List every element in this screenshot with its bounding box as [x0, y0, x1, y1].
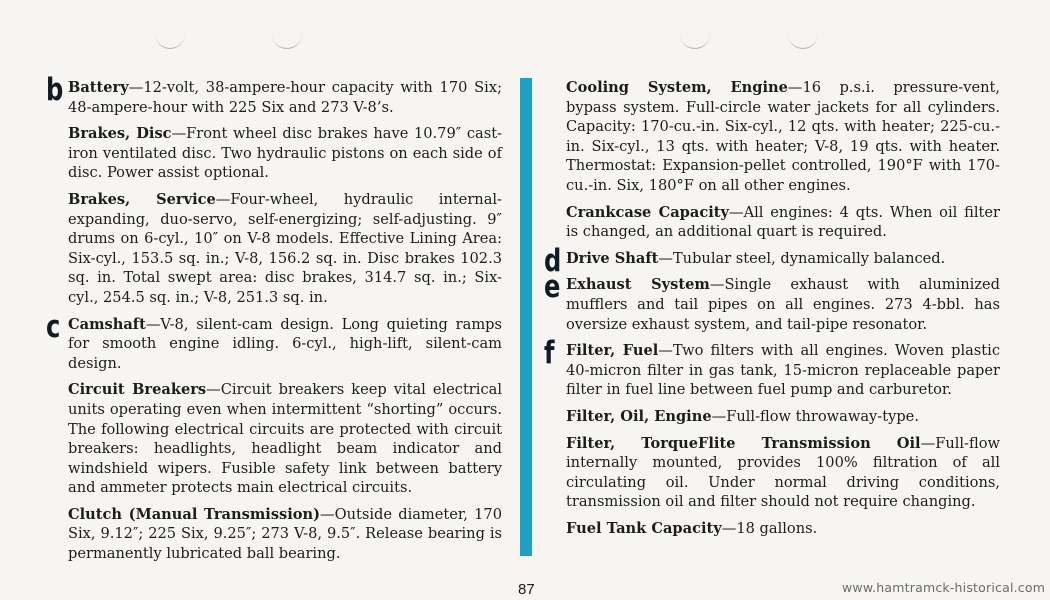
spec-description: —Front wheel disc brakes have 10.79″ cast-iron ventilated disc. Two hydraulic pistons on each side of disc. Power assist optional. [68, 125, 502, 182]
spec-description: —18 gallons. [721, 519, 818, 537]
spec-entry [566, 203, 1000, 242]
spec-entry [566, 519, 1000, 539]
spec-term: Filter, Oil, Engine [566, 407, 712, 425]
right-column [544, 78, 1001, 538]
watermark: www.hamtramck-historical.com [842, 580, 1046, 595]
index-bar [520, 78, 532, 556]
spec-description: —Circuit breakers keep vital electrical units operating even when intermittent “shorting” occurs. The following electrical circuits are protected with circuit breakers: headlights, headlight beam indicator and windshield wipers. Fusible safety link between battery and ammeter protects main electrical circuits. [68, 381, 502, 497]
left-column [46, 72, 502, 564]
page-number: 87 [518, 581, 535, 598]
spec-description: —Full-flow throwaway-type. [711, 407, 919, 425]
spec-description: —Two filters with all engines. Woven plastic 40-micron filter in gas tank, 15-micron replaceable paper filter in fuel line between fuel pump and carburetor. [566, 342, 1001, 399]
spec-entry [566, 407, 1000, 427]
spec-description: —Full-flow internally mounted, provides 100% filtration of all circulating oil. Under normal driving conditions, transmission oil and filter should not require changing. [566, 434, 1000, 511]
spec-term: Fuel Tank Capacity [566, 519, 722, 537]
index-letter: d [544, 242, 562, 279]
binder-notch [788, 22, 818, 49]
binder-notch [680, 22, 710, 49]
spec-term: Clutch (Manual Transmission) [68, 505, 321, 523]
spec-term: Brakes, Disc [68, 125, 172, 143]
spec-entry [68, 124, 502, 183]
spec-description: —12-volt, 38-ampere-hour capacity with 170 Six; 48-ampere-hour with 225 Six and 273 V-8’s. [68, 79, 502, 116]
spec-entry [68, 190, 502, 308]
spec-description: —Outside diameter, 170 Six, 9.12″; 225 Six, 9.25″; 273 V-8, 9.5″. Release bearing is permanently lubricated ball bearing. [68, 505, 502, 563]
spec-term: Camshaft [68, 315, 146, 333]
spec-term: Crankcase Capacity [566, 203, 729, 221]
spec-entry [544, 335, 1001, 400]
spec-term: Cooling System, Engine [566, 79, 788, 96]
spec-description: —V-8, silent-cam design. Long quieting ramps for smooth engine idling. 6-cyl., high-lift, silent-cam design. [68, 315, 502, 372]
spec-term: Exhaust System [566, 276, 710, 294]
spec-entry [68, 505, 502, 564]
spec-entry [46, 72, 502, 117]
index-letter: b [46, 72, 64, 108]
spec-term: Circuit Breakers [68, 381, 207, 399]
index-letter: c [46, 308, 61, 345]
spec-description: —Four-wheel, hydraulic internal-expanding, duo-servo, self-energizing; self-adjusting. 9″ drums on 6-cyl., 10″ on V-8 models. Effective Lining Area: Six-cyl., 153.5 sq. in.; V-8, 156.2 sq. in. Disc brakes 102.3 sq. in. Total swept area: disc brakes, 314.7 sq. in.; Six-cyl., 254.5 sq. in.; V-8, 251.3 sq. in. [68, 190, 502, 306]
spec-term: Battery [68, 79, 129, 96]
spec-entry [566, 434, 1000, 512]
spec-description: —16 p.s.i. pressure-vent, bypass system. Full-circle water jackets for all cylinders. Capacity: 170-cu.-in. Six-cyl., 12 qts. with heater; 225-cu.-in. Six-cyl., 13 qts. with heater; V-8, 19 qts. with heater. Thermostat: Expansion-pellet controlled, 190°F with 170-cu.-in. Six, 180°F on all other engines. [566, 79, 1000, 194]
index-letter: e [544, 269, 561, 306]
spec-description: —Tubular steel, dynamically balanced. [658, 249, 946, 267]
spec-entry [544, 269, 1000, 334]
spec-entry [46, 308, 502, 374]
binder-notch [272, 22, 302, 49]
index-letter: f [544, 335, 555, 372]
binder-notch [155, 22, 185, 49]
spec-description: —All engines: 4 qts. When oil filter is changed, an additional quart is required. [566, 203, 1000, 241]
spec-term: Brakes, Service [68, 190, 216, 208]
spec-description: —Single exhaust with aluminized mufflers and tail pipes on all engines. 273 4-bbl. has oversize exhaust system, and tail-pipe resonator. [566, 276, 1000, 333]
spec-entry [544, 242, 1000, 279]
spec-term: Filter, TorqueFlite Transmission Oil [566, 434, 921, 452]
spec-term: Filter, Fuel [566, 342, 659, 360]
spec-entry [566, 78, 1000, 196]
spec-entry [68, 380, 502, 498]
spec-term: Drive Shaft [566, 249, 659, 267]
